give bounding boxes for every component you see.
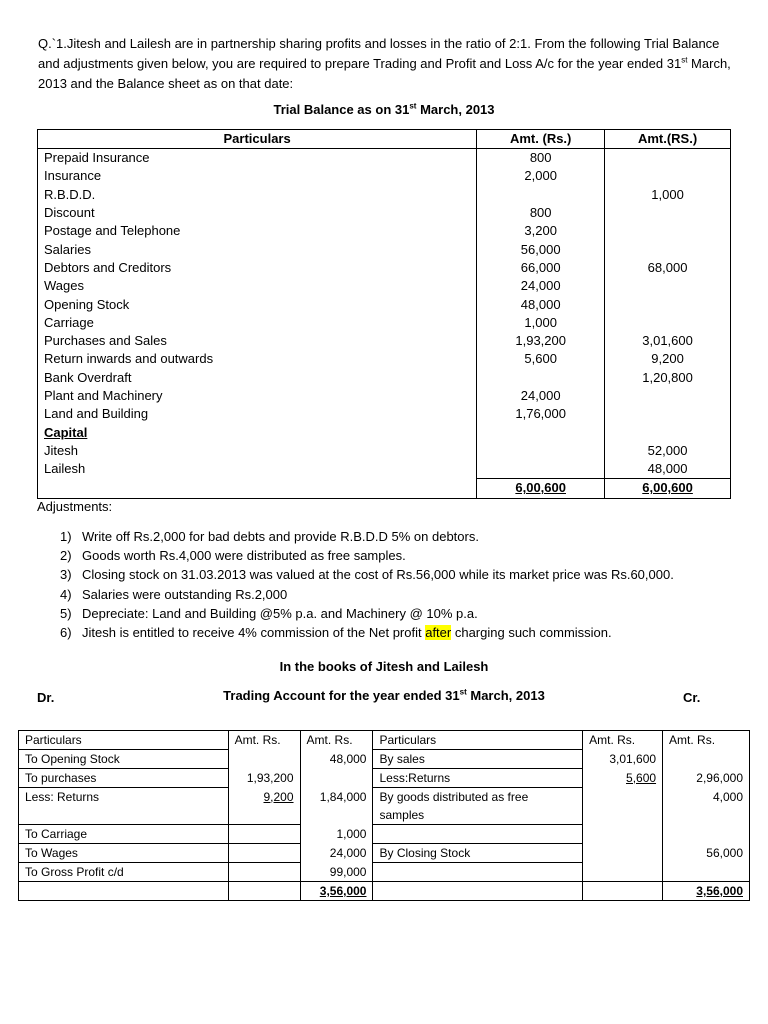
- list-item: 6) Jitesh is entitled to receive 4% commission of the Net profit after charging such commission.: [60, 625, 612, 641]
- table-row: Return inwards and outwards 5,600 9,200: [38, 350, 731, 368]
- table-row: Jitesh 52,000: [38, 442, 731, 460]
- trading-account-table: [18, 730, 750, 901]
- table-row: To Gross Profit c/d 99,000: [19, 863, 750, 882]
- table-row: Less: Returns 9,200 1,84,000 By goods distributed as free samples 4,000: [19, 788, 750, 825]
- table-row: R.B.D.D. 1,000: [38, 186, 731, 204]
- table-header-row: [38, 130, 731, 149]
- list-item: 2) Goods worth Rs.4,000 were distributed as free samples.: [60, 548, 406, 564]
- trial-balance-title: Trial Balance as on 31st March, 2013: [273, 101, 495, 117]
- table-row: Plant and Machinery 24,000: [38, 387, 731, 405]
- trading-total-right: 3,56,000: [696, 884, 743, 898]
- dr-label: Dr.: [37, 690, 55, 705]
- table-row: Carriage 1,000: [38, 314, 731, 332]
- capital-heading: Capital: [38, 423, 477, 441]
- list-item: 3) Closing stock on 31.03.2013 was valued at the cost of Rs.56,000 while its market price was Rs.60,000.: [60, 567, 674, 583]
- list-item: 5) Depreciate: Land and Building @5% p.a. and Machinery @ 10% p.a.: [60, 605, 478, 621]
- table-row: Insurance 2,000: [38, 167, 731, 185]
- table-header-row: Particulars Amt. Rs. Amt. Rs. Particulars Amt. Rs. Amt. Rs.: [19, 731, 750, 750]
- table-row: Debtors and Creditors 66,000 68,000: [38, 259, 731, 277]
- question-text: Q.`1.Jitesh and Lailesh are in partnership sharing profits and losses in the ratio of 2:1. From the following Trial Balance and adjustments given below, you are required to prepare Trading and Profit and Loss A/c for the year ended 31st March, 2013 and the Balance sheet as on that date:: [38, 36, 731, 91]
- books-title: In the books of Jitesh and Lailesh: [279, 659, 489, 674]
- table-row: Purchases and Sales 1,93,200 3,01,600: [38, 332, 731, 350]
- list-item: 1) Write off Rs.2,000 for bad debts and provide R.B.D.D 5% on debtors.: [60, 529, 479, 544]
- table-row: Postage and Telephone 3,200: [38, 222, 731, 240]
- list-item: 4) Salaries were outstanding Rs.2,000: [60, 586, 288, 602]
- cr-label: Cr.: [683, 690, 701, 705]
- table-row: To Wages 24,000 By Closing Stock 56,000: [19, 844, 750, 863]
- header-particulars: Particulars: [38, 130, 477, 149]
- table-row: Land and Building 1,76,000: [38, 405, 731, 423]
- table-total-row: [19, 882, 750, 901]
- table-total-row: [38, 479, 731, 498]
- table-row: To Carriage 1,000: [19, 825, 750, 844]
- table-row: Wages 24,000: [38, 277, 731, 295]
- table-row: To Opening Stock 48,000 By sales 3,01,600: [19, 750, 750, 769]
- table-row: Bank Overdraft 1,20,800: [38, 369, 731, 387]
- header-amt-debit: Amt. (Rs.): [477, 130, 605, 149]
- table-row: Opening Stock 48,000: [38, 295, 731, 313]
- table-row: To purchases 1,93,200 Less:Returns 5,600 2,96,000: [19, 769, 750, 788]
- table-row: [38, 423, 731, 441]
- highlighted-word: after: [425, 625, 452, 641]
- table-row: Salaries 56,000: [38, 240, 731, 258]
- header-amt-credit: Amt.(RS.): [605, 130, 731, 149]
- total-credit: 6,00,600: [605, 479, 731, 498]
- adjustments-heading: Adjustments:: [37, 499, 113, 514]
- trading-total-left: 3,56,000: [319, 884, 367, 898]
- trading-account-title: Trading Account for the year ended 31st March, 2013: [223, 687, 545, 703]
- total-debit: 6,00,600: [477, 479, 605, 498]
- table-row: Discount 800: [38, 204, 731, 222]
- trial-balance-table: [37, 129, 731, 499]
- adjustments-list: [60, 527, 674, 642]
- table-row: Lailesh 48,000: [38, 460, 731, 479]
- table-row: Prepaid Insurance 800: [38, 149, 731, 168]
